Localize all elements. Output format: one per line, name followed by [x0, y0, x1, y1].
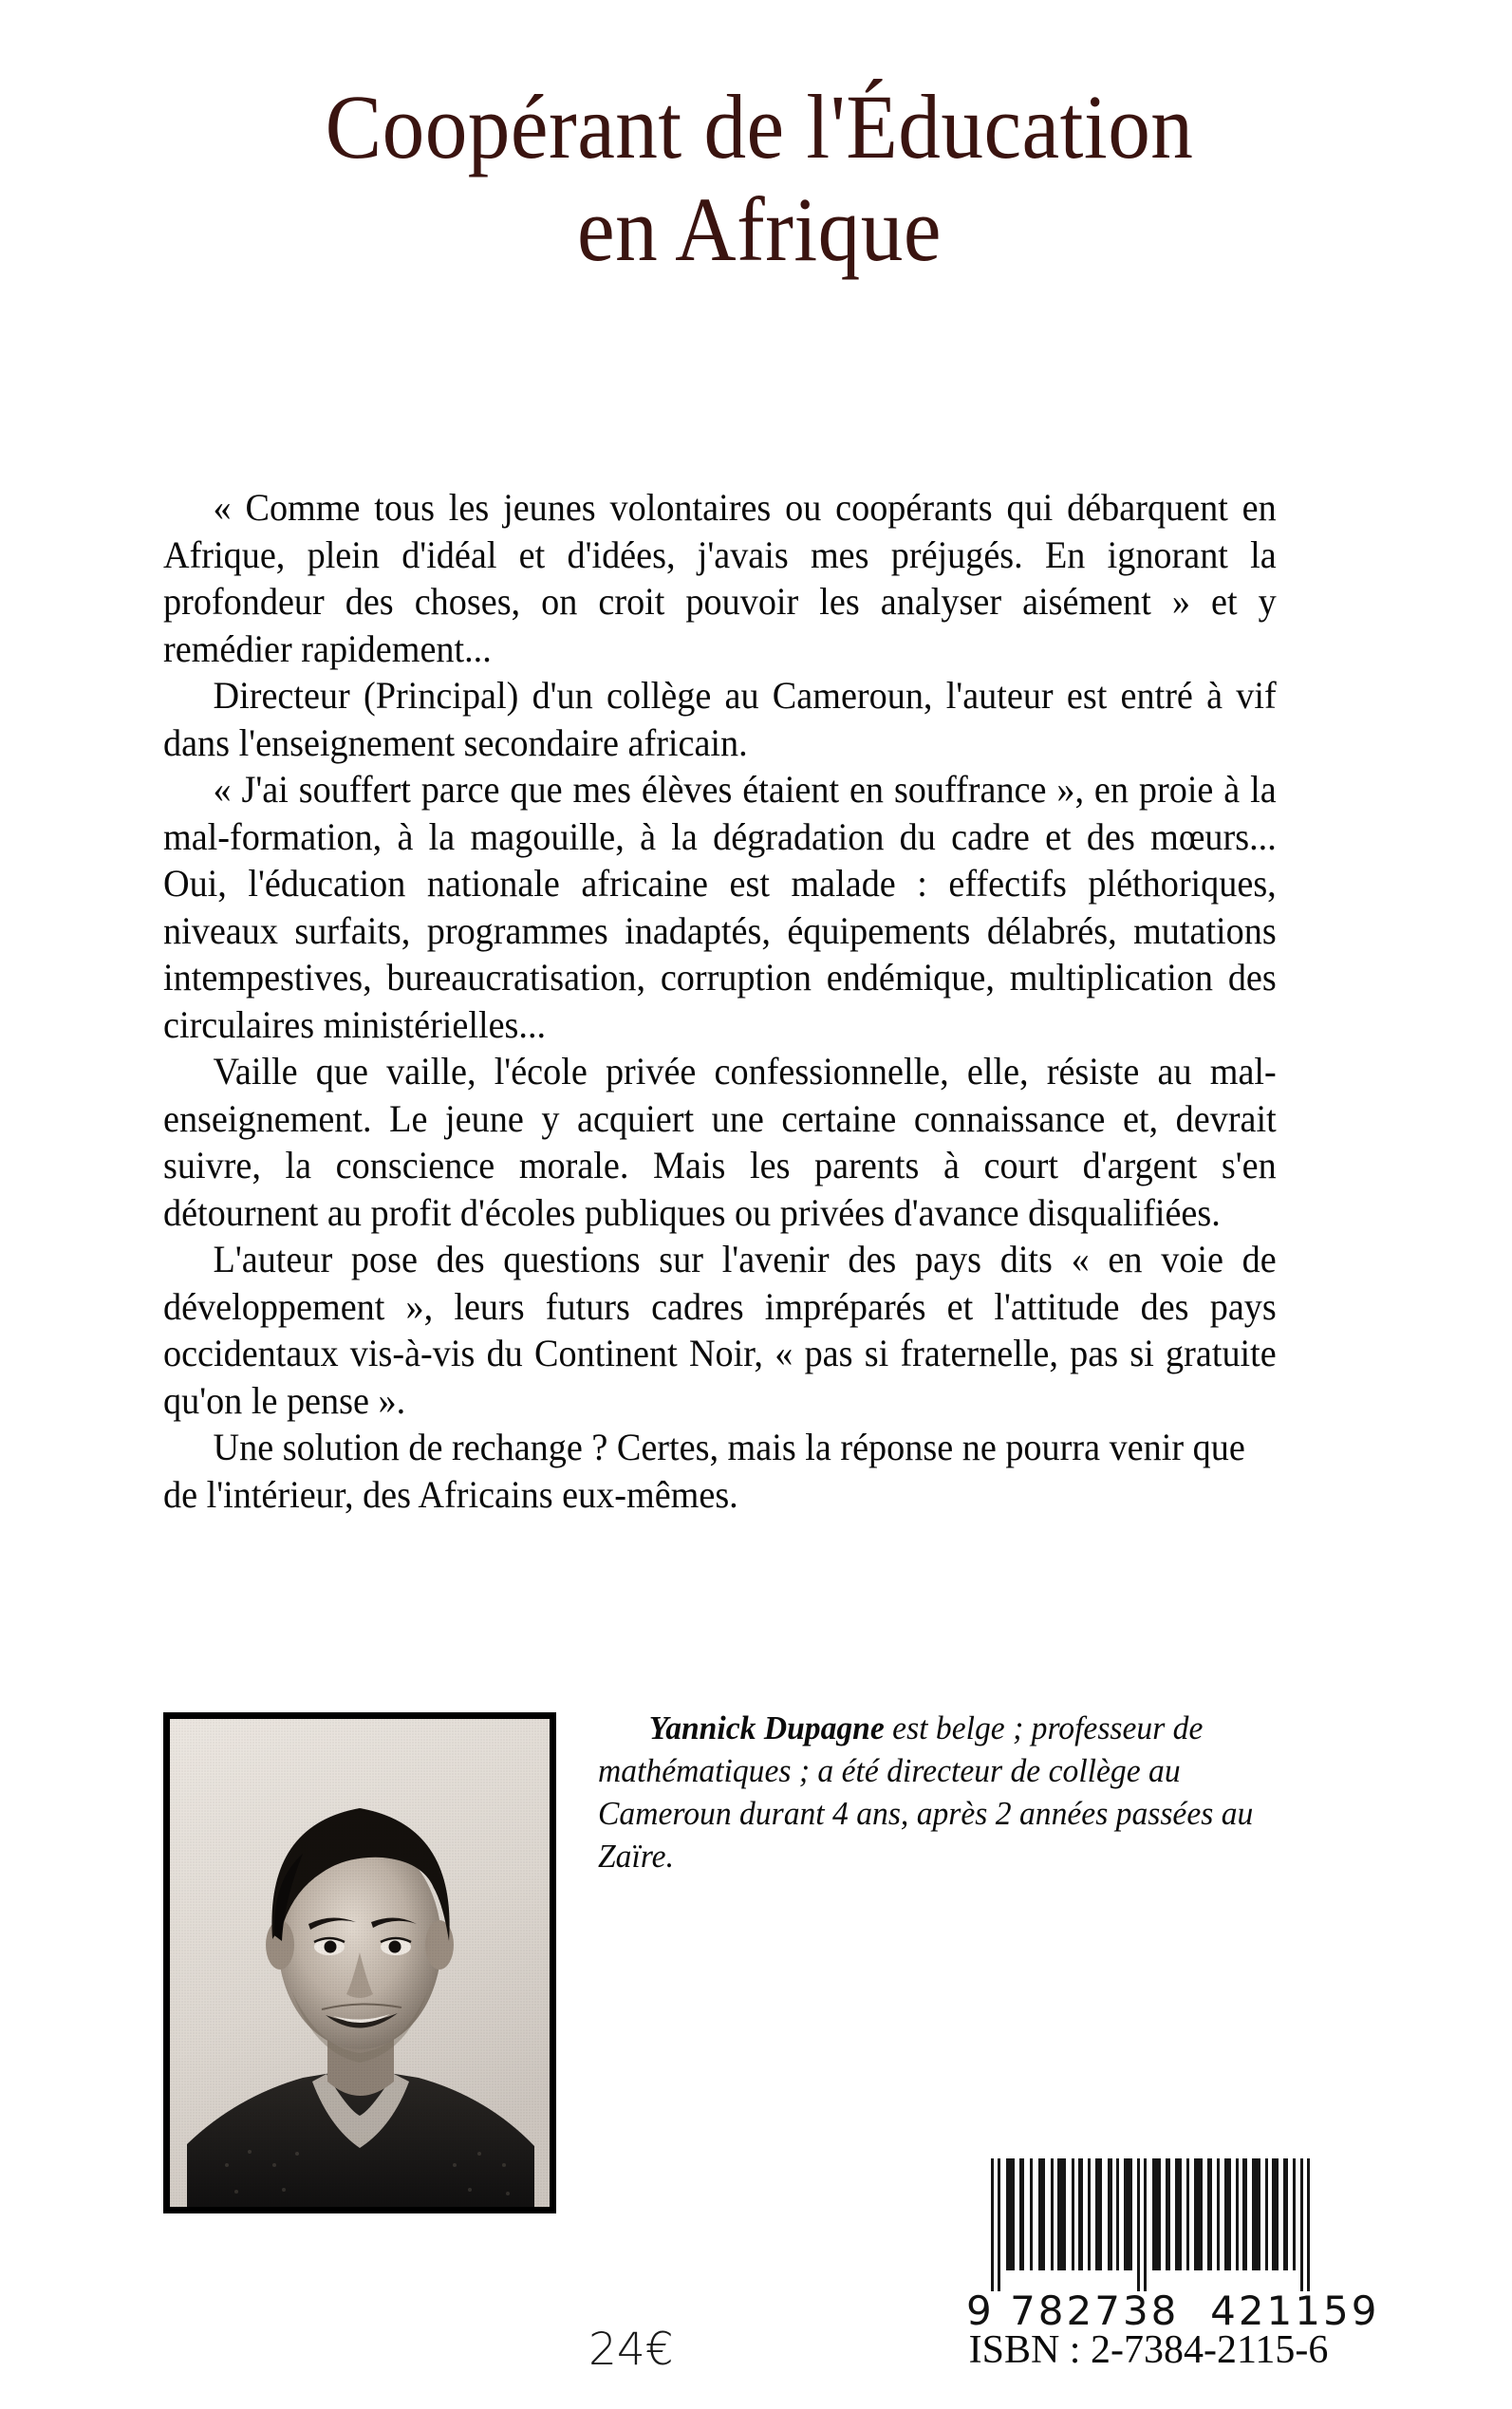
blurb-paragraph: Une solution de rechange ? Certes, mais la réponse ne pourra venir que de l'intérieur, des Africains eux-mêmes. [163, 1426, 1245, 1516]
price-label: 24€ [588, 2324, 674, 2376]
blurb-paragraph: Vaille que vaille, l'école privée confessionnelle, elle, résiste au mal-enseignement. Le jeune y acquiert une certaine connaissance et, devrait suivre, la conscience morale. Mais les parents à court d'argent s'en détournent au profit d'écoles publiques ou privées d'avance disqualifiées. [163, 1050, 1277, 1234]
blurb-paragraph: « Comme tous les jeunes volontaires ou coopérants qui débarquent en Afrique, plein d'idéal et d'idées, j'avais mes préjugés. En ignorant la profondeur des choses, on croit pouvoir les analyser aisément » et y remédier rapidement... [163, 486, 1277, 670]
barcode-digits: 9 782738 421159 [966, 2288, 1380, 2334]
barcode-bars [966, 2158, 1331, 2291]
blurb-paragraph: L'auteur pose des questions sur l'avenir des pays dits « en voie de développement », leurs futurs cadres impréparés et l'attitude des pays occidentaux vis-à-vis du Continent Noir, « pas si fraternelle, pas si gratuite qu'on le pense ». [163, 1238, 1277, 1422]
isbn-label: ISBN : 2-7384-2115-6 [968, 2328, 1329, 2372]
title-line-1: Coopérant de l'Éducation [325, 76, 1194, 177]
page-title [114, 76, 1405, 281]
blurb-paragraph: « J'ai souffert parce que mes élèves étaient en souffrance », en proie à la mal-formation, à la magouille, à la dégradation du cadre et des mœurs... Oui, l'éducation nationale africaine est malade : effectifs pléthoriques, niveaux surfaits, programmes inadaptés, équipements délabrés, mutations intempestives, bureaucratisation, corruption endémique, multiplication des circulaires ministérielles... [163, 768, 1277, 1046]
author-portrait-photo [163, 1712, 556, 2213]
blurb-text [163, 484, 1277, 1518]
author-name: Yannick Dupagne [648, 1709, 885, 1746]
title-line-2: en Afrique [577, 178, 942, 280]
author-portrait-svg [170, 1719, 550, 2207]
barcode [966, 2158, 1380, 2334]
author-bio-text: est belge ; professeur de mathématiques ; a été directeur de collège au Cameroun durant 4 ans, après 2 années passées au Zaïre. [598, 1709, 1254, 1875]
blurb-paragraph: Directeur (Principal) d'un collège au Cameroun, l'auteur est entré à vif dans l'enseignement secondaire africain. [163, 674, 1277, 764]
author-bio [598, 1707, 1301, 1877]
author-bio-paragraph [598, 1707, 1301, 1877]
